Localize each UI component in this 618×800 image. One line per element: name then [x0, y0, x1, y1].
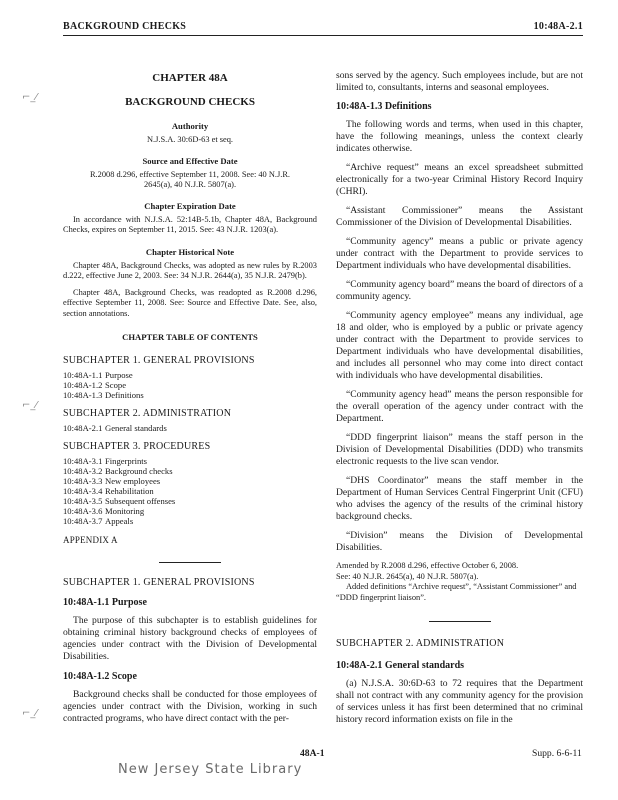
toc-appendix: APPENDIX A — [63, 535, 118, 545]
expiration-heading: Chapter Expiration Date — [144, 200, 236, 211]
historical-note-2: Chapter 48A, Background Checks, was readopted as R.2008 d.296, effective September 11, 2008. See: Source and Effective Date. See, also, section annotations. — [63, 287, 317, 318]
toc-title: Background checks — [105, 466, 173, 476]
toc-subchapter-1: SUBCHAPTER 1. GENERAL PROVISIONS — [63, 355, 255, 366]
toc-subchapter-3-list — [63, 456, 175, 526]
chapter-title: BACKGROUND CHECKS — [125, 96, 255, 108]
historical-note-1: Chapter 48A, Background Checks, was adopted as new rules by R.2003 d.222, effective June 2, 2003. See: 34 N.J.R. 2644(a), 35 N.J.R. 2479(b). — [63, 260, 317, 280]
section-2-1-heading: 10:48A-2.1 General standards — [336, 660, 465, 671]
toc-number: 10:48A-3.7 — [63, 516, 103, 526]
subchapter-1-heading: SUBCHAPTER 1. GENERAL PROVISIONS — [63, 577, 255, 588]
section-divider — [159, 562, 221, 563]
scope-continuation: sons served by the agency. Such employees include, but are not limited to, consultants, interns and seasonal employees. — [336, 70, 583, 93]
authority-text: N.J.S.A. 30:6D-63 et seq. — [146, 135, 234, 144]
definition-paragraph: “Community agency head” means the person responsible for the overall operation of the agency under contract with the Department. — [336, 389, 583, 424]
toc-title: Monitoring — [105, 506, 145, 516]
toc-title: Purpose — [105, 370, 133, 380]
toc-row — [63, 506, 175, 516]
toc-title: Fingerprints — [105, 456, 148, 466]
toc-title: Rehabilitation — [105, 486, 154, 496]
definition-paragraph: “DDD fingerprint liaison” means the staff person in the Division of Developmental Disabilities (DDD) who transmits electronic requests to the live scan vendor. — [336, 432, 583, 467]
supplement-date: Supp. 6-6-11 — [532, 748, 582, 759]
toc-heading: CHAPTER TABLE OF CONTENTS — [122, 332, 258, 342]
toc-row — [63, 496, 175, 506]
toc-number: 10:48A-3.1 — [63, 456, 103, 466]
toc-row — [63, 370, 144, 380]
toc-number: 10:48A-1.2 — [63, 380, 103, 390]
toc-subchapter-2: SUBCHAPTER 2. ADMINISTRATION — [63, 408, 232, 419]
toc-title: Definitions — [105, 390, 144, 400]
chapter-number: CHAPTER 48A — [152, 72, 228, 84]
definition-paragraph: “DHS Coordinator” means the staff member in the Department of Human Services Central Fingerprint Unit (CFU) who advises the agency of the results of the criminal history background checks. — [336, 475, 583, 522]
toc-title: Scope — [105, 380, 127, 390]
left-column — [63, 72, 317, 732]
toc-number: 10:48A-3.6 — [63, 506, 103, 516]
toc-title: General standards — [105, 423, 167, 433]
toc-subchapter-1-list — [63, 370, 144, 400]
source-text: R.2008 d.296, effective September 11, 2008. See: 40 N.J.R. 2645(a), 40 N.J.R. 5807(a). — [89, 169, 291, 189]
section-1-2-heading: 10:48A-1.2 Scope — [63, 671, 137, 682]
toc-subchapter-2-list — [63, 423, 167, 433]
definition-paragraph: “Archive request” means an excel spreadsheet submitted electronically for a two-year Criminal History Record Inquiry (CHRI). — [336, 162, 583, 197]
toc-number: 10:48A-3.2 — [63, 466, 103, 476]
definition-paragraph: “Division” means the Division of Developmental Disabilities. — [336, 530, 583, 553]
margin-mark: ⌐_⁄ — [22, 400, 38, 411]
right-column — [336, 70, 583, 733]
toc-row — [63, 516, 175, 526]
amendment-line: See: 40 N.J.R. 2645(a), 40 N.J.R. 5807(a). — [336, 571, 479, 581]
header-title: BACKGROUND CHECKS — [63, 21, 187, 32]
toc-number: 10:48A-3.3 — [63, 476, 103, 486]
toc-number: 10:48A-2.1 — [63, 423, 103, 433]
margin-mark: ⌐_⁄ — [22, 92, 38, 103]
toc-number: 10:48A-3.4 — [63, 486, 103, 496]
expiration-text: In accordance with N.J.S.A. 52:14B-5.1b, Chapter 48A, Background Checks, expires on September 11, 2015. See: 43 N.J.R. 1203(a). — [63, 214, 317, 234]
definition-paragraph: “Community agency board” means the board of directors of a community agency. — [336, 279, 583, 302]
source-heading: Source and Effective Date — [142, 155, 238, 166]
subchapter-2-heading: SUBCHAPTER 2. ADMINISTRATION — [336, 638, 505, 649]
definition-paragraph: “Assistant Commissioner” means the Assistant Commissioner of the Division of Developmental Disabilities. — [336, 205, 583, 228]
section-divider — [429, 621, 491, 622]
authority-heading: Authority — [171, 121, 209, 131]
amendment-line: Amended by R.2008 d.296, effective October 6, 2008. — [336, 561, 519, 570]
section-1-2-body: Background checks shall be conducted for those employees of agencies under contract with the Division, working in such contracted programs, who have direct contact with the per- — [63, 689, 317, 724]
toc-number: 10:48A-1.1 — [63, 370, 103, 380]
library-stamp: New Jersey State Library — [118, 762, 303, 777]
running-header — [63, 21, 583, 36]
toc-subchapter-3: SUBCHAPTER 3. PROCEDURES — [63, 441, 211, 452]
definition-paragraph: “Community agency employee” means any individual, age 18 and older, who is employed by a public or private agency under contract with the Department to provide services to Department individuals who have developmental disabilities, and includes all personnel who may come into direct contact with individuals who have developmental disabilities. — [336, 310, 583, 381]
toc-number: 10:48A-3.5 — [63, 496, 103, 506]
toc-title: Subsequent offenses — [105, 496, 176, 506]
header-section: 10:48A-2.1 — [533, 21, 583, 32]
section-1-1-body: The purpose of this subchapter is to establish guidelines for obtaining criminal history background checks of employees of agencies under contract with the Division of Developmental Disabilities. — [63, 615, 317, 662]
margin-mark: ⌐_⁄ — [22, 708, 38, 719]
definition-paragraph: The following words and terms, when used in this chapter, have the following meanings, unless the context clearly indicates otherwise. — [336, 119, 583, 154]
toc-row — [63, 390, 144, 400]
toc-title: Appeals — [105, 516, 134, 526]
toc-row — [63, 476, 175, 486]
toc-number: 10:48A-1.3 — [63, 390, 103, 400]
toc-row — [63, 380, 144, 390]
section-2-1-body: (a) N.J.S.A. 30:6D-63 to 72 requires that the Department shall not contract with any community agency for the provision of services unless it has first been determined that no criminal history record information exists on file in the — [336, 678, 583, 725]
toc-row — [63, 423, 167, 433]
toc-row — [63, 486, 175, 496]
toc-row — [63, 456, 175, 466]
toc-title: New employees — [105, 476, 161, 486]
page-number: 48A-1 — [300, 748, 325, 759]
section-1-3-heading: 10:48A-1.3 Definitions — [336, 101, 432, 112]
amendment-line: Added definitions “Archive request”, “Assistant Commissioner” and “DDD fingerprint liaison”. — [336, 582, 577, 602]
amendment-note — [336, 561, 583, 603]
toc-row — [63, 466, 175, 476]
definition-paragraph: “Community agency” means a public or private agency under contract with the Department to provide services to Department individuals who have developmental disabilities. — [336, 236, 583, 271]
section-1-1-heading: 10:48A-1.1 Purpose — [63, 597, 147, 608]
historical-heading: Chapter Historical Note — [145, 246, 235, 257]
